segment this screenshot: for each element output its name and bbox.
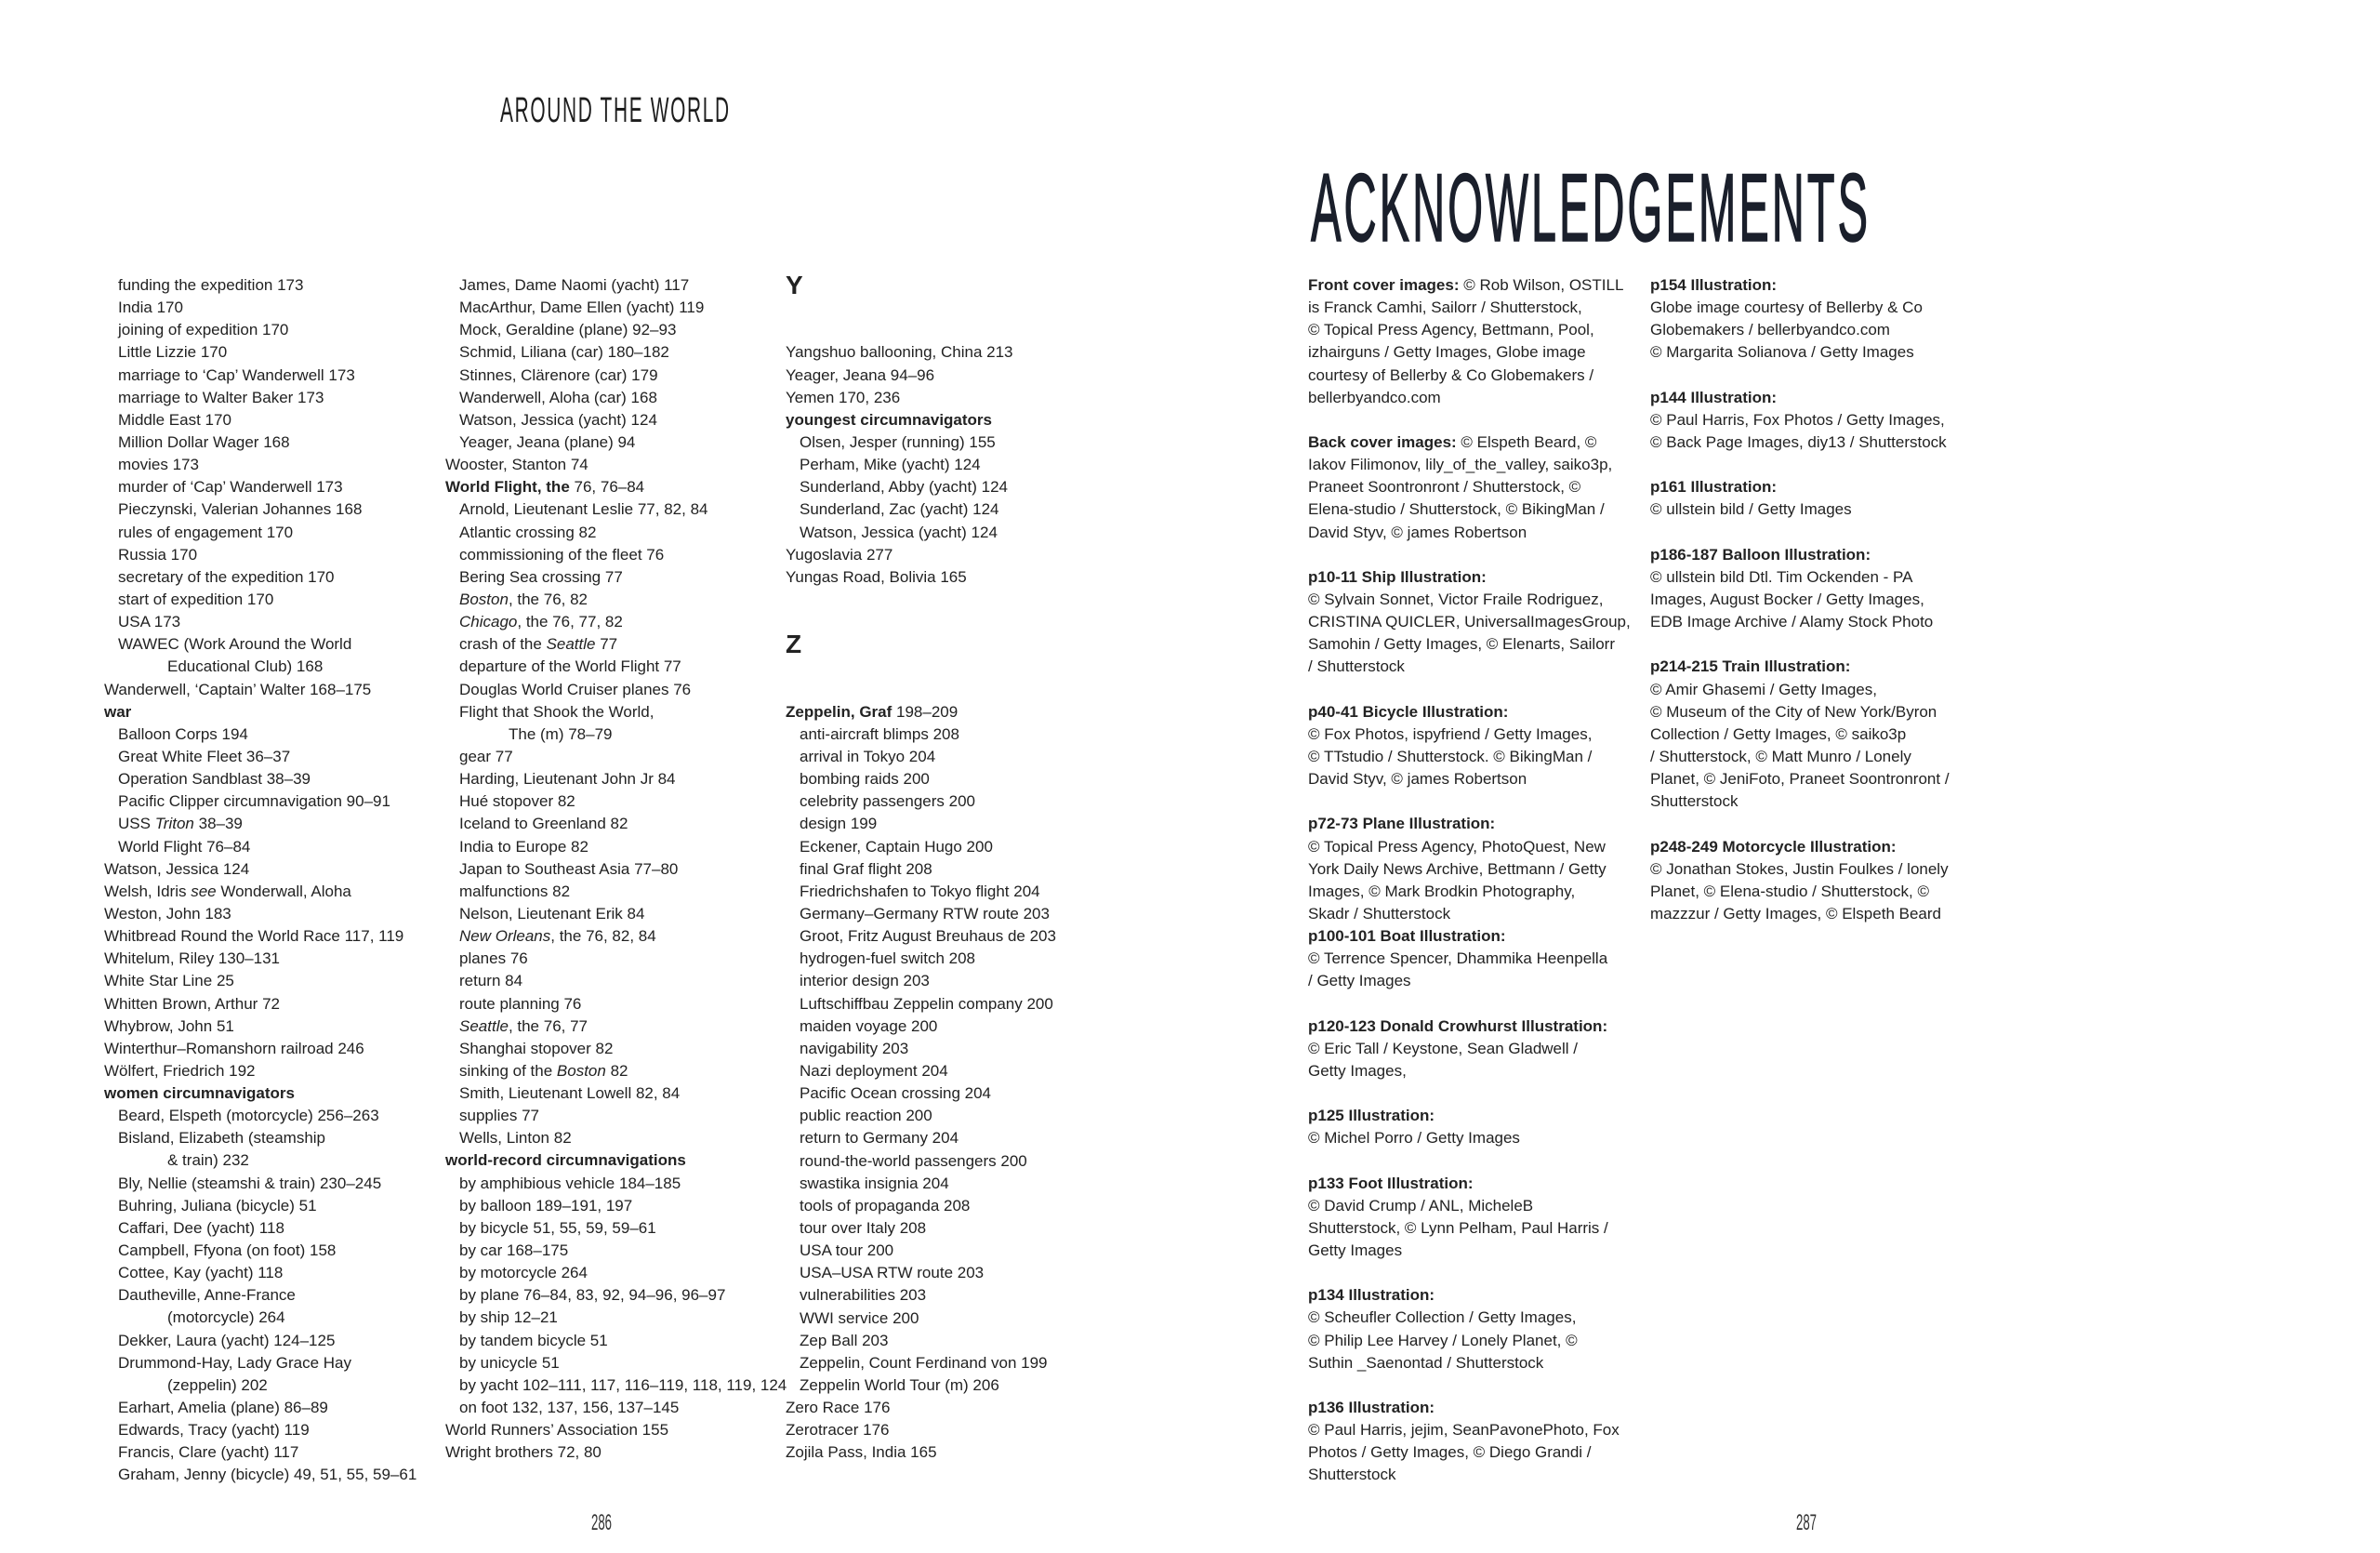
index-entry: World Flight 76–84 bbox=[118, 837, 251, 856]
index-entry: Mock, Geraldine (plane) 92–93 bbox=[459, 321, 677, 339]
credit-text-line: Elena-studio / Shutterstock, © BikingMan / bbox=[1308, 500, 1605, 519]
credit-block bbox=[1308, 431, 1631, 544]
index-entry bbox=[445, 925, 787, 948]
index-entry: supplies 77 bbox=[459, 1107, 540, 1125]
index-entry: start of expedition 170 bbox=[118, 590, 274, 608]
page-number-left: 286 bbox=[591, 1510, 613, 1535]
index-heading: world-record circumnavigations bbox=[445, 1151, 686, 1170]
index-entry bbox=[786, 701, 1056, 723]
index-entry: swastika insignia 204 bbox=[800, 1174, 949, 1192]
index-entry: Stinnes, Clärenore (car) 179 bbox=[459, 365, 658, 384]
index-entry: Zep Ball 203 bbox=[800, 1331, 889, 1349]
index-entry: Iceland to Greenland 82 bbox=[459, 815, 628, 833]
index-entry: Dautheville, Anne-France bbox=[118, 1286, 296, 1305]
credit-text-line: Shutterstock bbox=[1650, 792, 1739, 811]
index-entry: celebrity passengers 200 bbox=[800, 792, 976, 811]
index-entry: Yungas Road, Bolivia 165 bbox=[786, 567, 967, 586]
index-letter-heading: Z bbox=[786, 630, 802, 659]
index-entry: Friedrichshafen to Tokyo flight 204 bbox=[800, 882, 1040, 900]
index-entry: (zeppelin) 202 bbox=[167, 1375, 268, 1394]
index-entry: Flight that Shook the World, bbox=[459, 702, 654, 721]
credit-label: p136 Illustration: bbox=[1308, 1399, 1435, 1417]
entry-italic-title: New Orleans bbox=[459, 927, 551, 946]
credit-text-line: / Getty Images bbox=[1308, 972, 1411, 990]
index-entry: murder of ‘Cap’ Wanderwell 173 bbox=[118, 478, 343, 497]
credit-text-line: courtesy of Bellerby & Co Globemakers / bbox=[1308, 365, 1594, 384]
index-entry: WAWEC (Work Around the World bbox=[118, 635, 352, 654]
credit-block bbox=[1650, 836, 1950, 926]
index-entry: Educational Club) 168 bbox=[167, 657, 324, 676]
index-entry bbox=[445, 1060, 787, 1082]
index-entry: planes 76 bbox=[459, 949, 528, 968]
credit-label-line bbox=[1650, 387, 1950, 409]
index-entry: interior design 203 bbox=[800, 972, 930, 990]
running-head: AROUND THE WORLD bbox=[500, 91, 731, 130]
credit-text-line: Planet, © Elena-studio / Shutterstock, © bbox=[1650, 882, 1930, 900]
index-entry: Bly, Nellie (steamshi & train) 230–245 bbox=[118, 1174, 382, 1192]
entry-italic-title: Seattle bbox=[546, 635, 596, 654]
index-entry: & train) 232 bbox=[167, 1151, 249, 1170]
index-entry: by car 168–175 bbox=[459, 1241, 569, 1260]
index-column-2 bbox=[445, 274, 787, 1464]
index-entry: James, Dame Naomi (yacht) 117 bbox=[459, 276, 690, 294]
credits-column-1 bbox=[1308, 274, 1631, 1509]
index-entry: return 84 bbox=[459, 972, 523, 990]
credit-text-line: Collection / Getty Images, © saiko3p bbox=[1650, 724, 1907, 743]
index-entry: by bicycle 51, 55, 59, 59–61 bbox=[459, 1218, 656, 1237]
credit-label: p125 Illustration: bbox=[1308, 1107, 1435, 1125]
index-entry: World Runners’ Association 155 bbox=[445, 1421, 669, 1440]
credit-text-line: Getty Images, bbox=[1308, 1061, 1407, 1080]
index-entry: by motorcycle 264 bbox=[459, 1264, 588, 1282]
entry-bold-term: World Flight, the bbox=[445, 478, 570, 497]
credit-text-line: Getty Images bbox=[1308, 1241, 1403, 1260]
index-entry: Sunderland, Abby (yacht) 124 bbox=[800, 478, 1008, 497]
index-entry: Whitten Brown, Arthur 72 bbox=[104, 994, 280, 1013]
index-entry: Wanderwell, ‘Captain’ Walter 168–175 bbox=[104, 680, 372, 698]
credit-label-line bbox=[1650, 836, 1950, 858]
index-entry: Watson, Jessica (yacht) 124 bbox=[800, 523, 998, 541]
credit-text-line: © Sylvain Sonnet, Victor Fraile Rodriguez, bbox=[1308, 590, 1604, 608]
credit-block bbox=[1308, 1105, 1631, 1149]
index-entry: USA tour 200 bbox=[800, 1241, 894, 1260]
index-entry: Zeppelin World Tour (m) 206 bbox=[800, 1375, 999, 1394]
index-entry: Edwards, Tracy (yacht) 119 bbox=[118, 1421, 310, 1440]
entry-pages: , the 76, 77, 82 bbox=[517, 613, 623, 631]
credit-text-line: © Terrence Spencer, Dhammika Heenpella bbox=[1308, 949, 1608, 968]
index-entry: Winterthur–Romanshorn railroad 246 bbox=[104, 1039, 364, 1057]
index-entry: Caffari, Dee (yacht) 118 bbox=[118, 1218, 284, 1237]
index-entry: rules of engagement 170 bbox=[118, 523, 294, 541]
entry-pages: , the 76, 77 bbox=[508, 1016, 588, 1035]
index-entry bbox=[445, 1015, 787, 1038]
credit-label-line bbox=[1308, 1397, 1631, 1419]
credit-text-line: © Back Page Images, diy13 / Shutterstock bbox=[1650, 432, 1947, 451]
index-letter-heading: Y bbox=[786, 271, 803, 299]
credit-text-line: © Paul Harris, jejim, SeanPavonePhoto, Fox bbox=[1308, 1421, 1620, 1440]
credit-text-line: is Franck Camhi, Sailorr / Shutterstock, bbox=[1308, 299, 1582, 317]
index-entry bbox=[104, 813, 416, 835]
credits-column-2 bbox=[1650, 274, 1950, 948]
credit-text-line: © ullstein bild / Getty Images bbox=[1650, 500, 1852, 519]
index-entry: arrival in Tokyo 204 bbox=[800, 748, 936, 765]
credit-label-line bbox=[1308, 1105, 1631, 1127]
index-entry: Zojila Pass, India 165 bbox=[786, 1443, 937, 1462]
index-entry: Japan to Southeast Asia 77–80 bbox=[459, 859, 679, 878]
index-entry: Yangshuo ballooning, China 213 bbox=[786, 343, 1013, 362]
index-entry: Nazi deployment 204 bbox=[800, 1061, 948, 1080]
index-entry bbox=[445, 611, 787, 633]
page-number-right: 287 bbox=[1796, 1510, 1818, 1535]
credit-text-line: © Museum of the City of New York/Byron bbox=[1650, 702, 1937, 721]
index-entry: India to Europe 82 bbox=[459, 837, 588, 856]
index-entry: Great White Fleet 36–37 bbox=[118, 747, 291, 765]
entry-pages: , the 76, 82 bbox=[508, 590, 588, 608]
credit-text-line: Shutterstock, © Lynn Pelham, Paul Harris / bbox=[1308, 1218, 1608, 1237]
index-entry: Weston, John 183 bbox=[104, 904, 231, 923]
entry-italic-title: Seattle bbox=[459, 1016, 509, 1035]
index-entry: Wells, Linton 82 bbox=[459, 1129, 572, 1148]
credit-label-line bbox=[1650, 476, 1950, 498]
credit-block bbox=[1308, 925, 1631, 992]
credit-text-line: David Styv, © james Robertson bbox=[1308, 523, 1527, 541]
index-entry: movies 173 bbox=[118, 456, 199, 474]
index-entry: malfunctions 82 bbox=[459, 882, 571, 900]
index-entry: Olsen, Jesper (running) 155 bbox=[800, 433, 996, 451]
entry-italic-title: Triton bbox=[154, 815, 194, 833]
index-entry: by plane 76–84, 83, 92, 94–96, 96–97 bbox=[459, 1286, 726, 1305]
credit-text-line: Skadr / Shutterstock bbox=[1308, 904, 1451, 923]
credit-text-line: Praneet Soontronront / Shutterstock, © bbox=[1308, 478, 1581, 497]
index-entry: Pieczynski, Valerian Johannes 168 bbox=[118, 500, 363, 519]
credit-label: p214-215 Train Illustration: bbox=[1650, 657, 1851, 676]
credit-text-line: Planet, © JeniFoto, Praneet Soontronront / bbox=[1650, 770, 1950, 789]
credit-label: p186-187 Balloon Illustration: bbox=[1650, 545, 1871, 564]
index-entry: Atlantic crossing 82 bbox=[459, 523, 597, 541]
entry-pages: 38–39 bbox=[193, 815, 243, 833]
index-entry bbox=[445, 589, 787, 611]
index-entry: tour over Italy 208 bbox=[800, 1218, 927, 1237]
credit-text-line: Images, © Mark Brodkin Photography, bbox=[1308, 882, 1576, 900]
index-entry: Graham, Jenny (bicycle) 49, 51, 55, 59–61 bbox=[118, 1466, 417, 1484]
index-entry: by tandem bicycle 51 bbox=[459, 1331, 608, 1349]
index-entry: route planning 76 bbox=[459, 994, 582, 1013]
credit-text-line: © Amir Ghasemi / Getty Images, bbox=[1650, 680, 1877, 698]
entry-pages: 198–209 bbox=[892, 702, 959, 721]
index-entry: Campbell, Ffyona (on foot) 158 bbox=[118, 1241, 337, 1260]
credit-text-line: CRISTINA QUICLER, UniversalImagesGroup, bbox=[1308, 613, 1631, 631]
index-entry: Pacific Ocean crossing 204 bbox=[800, 1084, 991, 1103]
index-entry: by ship 12–21 bbox=[459, 1308, 558, 1327]
index-entry: design 199 bbox=[800, 815, 878, 833]
credit-text-line: David Styv, © james Robertson bbox=[1308, 770, 1527, 789]
index-entry: Nelson, Lieutenant Erik 84 bbox=[459, 904, 645, 923]
credit-text-line: Suthin _Saenontad / Shutterstock bbox=[1308, 1353, 1544, 1372]
credit-text-line: © ullstein bild Dtl. Tim Ockenden - PA bbox=[1650, 567, 1913, 586]
acknowledgements-title: ACKNOWLEDGEMENTS bbox=[1311, 154, 1871, 262]
credit-label: p134 Illustration: bbox=[1308, 1286, 1435, 1305]
index-entry: Wanderwell, Aloha (car) 168 bbox=[459, 388, 657, 406]
credit-label-line bbox=[1308, 431, 1631, 454]
credit-block bbox=[1650, 656, 1950, 813]
credit-label-line bbox=[1308, 813, 1631, 835]
credit-label: p100-101 Boat Illustration: bbox=[1308, 927, 1506, 946]
credit-label-line bbox=[1308, 925, 1631, 948]
credit-block bbox=[1308, 1173, 1631, 1263]
credit-text-line: / Shutterstock, © Matt Munro / Lonely bbox=[1650, 747, 1911, 765]
index-entry: final Graf flight 208 bbox=[800, 859, 932, 878]
index-entry: tools of propaganda 208 bbox=[800, 1196, 971, 1215]
index-entry: Watson, Jessica (yacht) 124 bbox=[459, 410, 657, 429]
index-entry bbox=[104, 881, 416, 903]
index-entry: maiden voyage 200 bbox=[800, 1016, 938, 1035]
credit-text: © Elspeth Beard, © bbox=[1456, 432, 1597, 451]
credit-text-line: © Topical Press Agency, Bettmann, Pool, bbox=[1308, 321, 1594, 339]
index-entry: Francis, Clare (yacht) 117 bbox=[118, 1443, 299, 1462]
index-entry: Million Dollar Wager 168 bbox=[118, 432, 290, 451]
index-entry: Little Lizzie 170 bbox=[118, 343, 228, 362]
credit-label-line bbox=[1650, 274, 1950, 297]
credit-text-line: izhairguns / Getty Images, Globe image bbox=[1308, 343, 1586, 362]
credit-label-line bbox=[1308, 1173, 1631, 1195]
credit-label: p144 Illustration: bbox=[1650, 388, 1778, 406]
index-entry: India 170 bbox=[118, 299, 183, 317]
credit-text-line: Globemakers / bellerbyandco.com bbox=[1650, 321, 1890, 339]
index-entry: Bisland, Elizabeth (steamship bbox=[118, 1129, 326, 1148]
index-entry: (motorcycle) 264 bbox=[167, 1308, 285, 1327]
index-heading: youngest circumnavigators bbox=[786, 410, 993, 429]
index-heading: women circumnavigators bbox=[104, 1084, 296, 1103]
index-entry: Perham, Mike (yacht) 124 bbox=[800, 456, 981, 474]
entry-pages: Wonderwall, Aloha bbox=[216, 882, 351, 900]
index-entry: MacArthur, Dame Ellen (yacht) 119 bbox=[459, 299, 705, 317]
credit-label: p133 Foot Illustration: bbox=[1308, 1174, 1474, 1192]
index-entry: USA 173 bbox=[118, 613, 181, 631]
index-entry: Wooster, Stanton 74 bbox=[445, 456, 588, 474]
credit-block bbox=[1308, 1284, 1631, 1374]
credit-label: p72-73 Plane Illustration: bbox=[1308, 815, 1496, 833]
credit-label-line bbox=[1650, 544, 1950, 566]
credit-text-line: © Fox Photos, ispyfriend / Getty Images, bbox=[1308, 724, 1593, 743]
credit-block bbox=[1308, 1397, 1631, 1487]
credit-label-line bbox=[1308, 701, 1631, 723]
credit-text-line: Samohin / Getty Images, © Elenarts, Sailorr bbox=[1308, 635, 1615, 654]
index-entry: Shanghai stopover 82 bbox=[459, 1039, 614, 1057]
credit-label: p154 Illustration: bbox=[1650, 276, 1778, 294]
entry-pages: 76, 76–84 bbox=[569, 478, 645, 497]
credit-text-line: © Scheufler Collection / Getty Images, bbox=[1308, 1308, 1577, 1327]
index-entry: by balloon 189–191, 197 bbox=[459, 1196, 633, 1215]
credit-block bbox=[1308, 1015, 1631, 1082]
entry-text: crash of the bbox=[459, 635, 547, 654]
index-entry: bombing raids 200 bbox=[800, 770, 930, 789]
index-entry: White Star Line 25 bbox=[104, 972, 234, 990]
index-entry: USA–USA RTW route 203 bbox=[800, 1264, 985, 1282]
credit-text-line: Globe image courtesy of Bellerby & Co bbox=[1650, 299, 1923, 317]
credit-text-line: © Margarita Solianova / Getty Images bbox=[1650, 343, 1914, 362]
index-entry: Zerotracer 176 bbox=[786, 1421, 890, 1440]
index-entry: marriage to ‘Cap’ Wanderwell 173 bbox=[118, 365, 355, 384]
index-entry: Balloon Corps 194 bbox=[118, 724, 248, 743]
index-entry: Earhart, Amelia (plane) 86–89 bbox=[118, 1399, 328, 1417]
entry-bold-term: Zeppelin, Graf bbox=[786, 702, 892, 721]
credit-text-line: Shutterstock bbox=[1308, 1466, 1396, 1484]
index-entry: round-the-world passengers 200 bbox=[800, 1151, 1027, 1170]
index-entry: Pacific Clipper circumnavigation 90–91 bbox=[118, 792, 390, 811]
index-entry: Middle East 170 bbox=[118, 410, 231, 429]
credit-text-line: © Michel Porro / Getty Images bbox=[1308, 1129, 1520, 1148]
credit-text-line: © TTstudio / Shutterstock. © BikingMan / bbox=[1308, 747, 1593, 765]
credit-label-line bbox=[1650, 656, 1950, 678]
index-entry: joining of expedition 170 bbox=[118, 321, 289, 339]
index-entry: Germany–Germany RTW route 203 bbox=[800, 904, 1050, 923]
index-entry: Drummond-Hay, Lady Grace Hay bbox=[118, 1353, 351, 1372]
index-entry: Douglas World Cruiser planes 76 bbox=[459, 680, 692, 698]
index-entry: Russia 170 bbox=[118, 545, 198, 564]
index-entry: Bering Sea crossing 77 bbox=[459, 567, 623, 586]
index-entry: Yeager, Jeana 94–96 bbox=[786, 365, 935, 384]
index-heading: war bbox=[104, 702, 132, 721]
index-entry: Arnold, Lieutenant Leslie 77, 82, 84 bbox=[459, 500, 708, 519]
credit-label: p40-41 Bicycle Illustration: bbox=[1308, 702, 1509, 721]
index-entry: Wright brothers 72, 80 bbox=[445, 1443, 602, 1462]
index-column-3 bbox=[786, 271, 1056, 1465]
credit-block bbox=[1650, 476, 1950, 521]
credit-text: © Rob Wilson, OSTILL bbox=[1459, 276, 1624, 294]
index-entry: hydrogen-fuel switch 208 bbox=[800, 949, 976, 968]
index-entry: Yeager, Jeana (plane) 94 bbox=[459, 432, 636, 451]
index-entry: marriage to Walter Baker 173 bbox=[118, 388, 324, 406]
index-entry: Watson, Jessica 124 bbox=[104, 859, 250, 878]
entry-italic-title: see bbox=[191, 882, 217, 900]
index-entry: by yacht 102–111, 117, 116–119, 118, 119, 124 bbox=[459, 1375, 787, 1394]
index-entry: departure of the World Flight 77 bbox=[459, 657, 681, 676]
index-entry: Hué stopover 82 bbox=[459, 792, 575, 811]
index-entry: Luftschiffbau Zeppelin company 200 bbox=[800, 994, 1053, 1013]
index-entry: The (m) 78–79 bbox=[509, 724, 613, 743]
entry-italic-title: Boston bbox=[556, 1061, 606, 1080]
credit-text-line: Images, August Bocker / Getty Images, bbox=[1650, 590, 1924, 608]
index-entry: Whybrow, John 51 bbox=[104, 1016, 234, 1035]
index-entry: Eckener, Captain Hugo 200 bbox=[800, 837, 993, 856]
index-entry: Groot, Fritz August Breuhaus de 203 bbox=[800, 927, 1056, 946]
index-entry: public reaction 200 bbox=[800, 1107, 932, 1125]
credit-label: p120-123 Donald Crowhurst Illustration: bbox=[1308, 1016, 1608, 1035]
credit-block bbox=[1308, 274, 1631, 409]
index-entry: Harding, Lieutenant John Jr 84 bbox=[459, 770, 676, 789]
index-entry bbox=[445, 633, 787, 656]
index-entry: by amphibious vehicle 184–185 bbox=[459, 1174, 681, 1192]
credit-text-line: bellerbyandco.com bbox=[1308, 388, 1441, 406]
credit-label: p248-249 Motorcycle Illustration: bbox=[1650, 837, 1897, 856]
credit-label-line bbox=[1308, 1284, 1631, 1307]
index-entry: commissioning of the fleet 76 bbox=[459, 545, 665, 564]
index-entry: Smith, Lieutenant Lowell 82, 84 bbox=[459, 1084, 681, 1103]
index-entry: vulnerabilities 203 bbox=[800, 1286, 927, 1305]
entry-italic-title: Boston bbox=[459, 590, 509, 608]
index-entry: Beard, Elspeth (motorcycle) 256–263 bbox=[118, 1107, 379, 1125]
index-entry: Zeppelin, Count Ferdinand von 199 bbox=[800, 1353, 1048, 1372]
index-entry: anti-aircraft blimps 208 bbox=[800, 724, 959, 743]
credit-block bbox=[1308, 701, 1631, 791]
index-entry: Whitbread Round the World Race 117, 119 bbox=[104, 927, 404, 946]
index-entry: Wölfert, Friedrich 192 bbox=[104, 1061, 256, 1080]
credit-text-line: © Philip Lee Harvey / Lonely Planet, © bbox=[1308, 1331, 1578, 1349]
credit-label: p161 Illustration: bbox=[1650, 478, 1778, 497]
credit-text-line: mazzzur / Getty Images, © Elspeth Beard bbox=[1650, 904, 1941, 923]
credit-text-line: / Shutterstock bbox=[1308, 657, 1405, 676]
credit-text-line: © Jonathan Stokes, Justin Foulkes / lonely bbox=[1650, 859, 1949, 878]
index-entry: funding the expedition 173 bbox=[118, 276, 304, 294]
index-entry: Zero Race 176 bbox=[786, 1399, 891, 1417]
credit-label: Front cover images: bbox=[1308, 276, 1460, 294]
index-entry: Buhring, Juliana (bicycle) 51 bbox=[118, 1196, 317, 1215]
credit-text-line: Iakov Filimonov, lily_of_the_valley, saiko3p, bbox=[1308, 456, 1613, 474]
index-entry: Dekker, Laura (yacht) 124–125 bbox=[118, 1331, 336, 1349]
index-entry: Operation Sandblast 38–39 bbox=[118, 770, 311, 789]
credit-text-line: York Daily News Archive, Bettmann / Getty bbox=[1308, 859, 1606, 878]
index-entry: Sunderland, Zac (yacht) 124 bbox=[800, 500, 999, 519]
entry-text: sinking of the bbox=[459, 1061, 557, 1080]
entry-pages: 82 bbox=[605, 1061, 628, 1080]
credit-label: Back cover images: bbox=[1308, 432, 1457, 451]
index-entry: by unicycle 51 bbox=[459, 1353, 560, 1372]
index-column-1 bbox=[104, 274, 416, 1487]
credit-text-line: © Paul Harris, Fox Photos / Getty Images, bbox=[1650, 410, 1945, 429]
credit-block bbox=[1650, 387, 1950, 454]
credit-block bbox=[1650, 544, 1950, 634]
credit-text-line: © Topical Press Agency, PhotoQuest, New bbox=[1308, 837, 1606, 856]
credit-block bbox=[1308, 566, 1631, 679]
credit-text-line: Photos / Getty Images, © Diego Grandi / bbox=[1308, 1443, 1592, 1462]
index-entry: gear 77 bbox=[459, 747, 513, 765]
index-entry: on foot 132, 137, 156, 137–145 bbox=[459, 1399, 680, 1417]
index-entry bbox=[445, 476, 787, 498]
credit-block bbox=[1650, 274, 1950, 365]
credit-text-line: © David Crump / ANL, MicheleB bbox=[1308, 1196, 1534, 1215]
index-entry: navigability 203 bbox=[800, 1039, 909, 1057]
credit-label-line bbox=[1308, 1015, 1631, 1038]
index-entry: Cottee, Kay (yacht) 118 bbox=[118, 1264, 284, 1282]
credit-label-line bbox=[1308, 566, 1631, 589]
credit-block bbox=[1308, 813, 1631, 925]
credit-text-line: © Eric Tall / Keystone, Sean Gladwell / bbox=[1308, 1039, 1579, 1057]
index-entry: secretary of the expedition 170 bbox=[118, 567, 335, 586]
entry-pages: 77 bbox=[595, 635, 618, 654]
index-entry: Yemen 170, 236 bbox=[786, 388, 901, 406]
credit-label: p10-11 Ship Illustration: bbox=[1308, 567, 1487, 586]
index-entry: WWI service 200 bbox=[800, 1308, 919, 1327]
entry-italic-title: Chicago bbox=[459, 613, 518, 631]
index-entry: Whitelum, Riley 130–131 bbox=[104, 949, 280, 968]
credit-text-line: EDB Image Archive / Alamy Stock Photo bbox=[1650, 613, 1934, 631]
index-entry: return to Germany 204 bbox=[800, 1129, 959, 1148]
entry-pages: , the 76, 82, 84 bbox=[550, 927, 656, 946]
entry-text: USS bbox=[118, 815, 155, 833]
credit-label-line bbox=[1308, 274, 1631, 297]
entry-text: Welsh, Idris bbox=[104, 882, 192, 900]
index-entry: Schmid, Liliana (car) 180–182 bbox=[459, 343, 669, 362]
index-entry: Yugoslavia 277 bbox=[786, 545, 893, 564]
